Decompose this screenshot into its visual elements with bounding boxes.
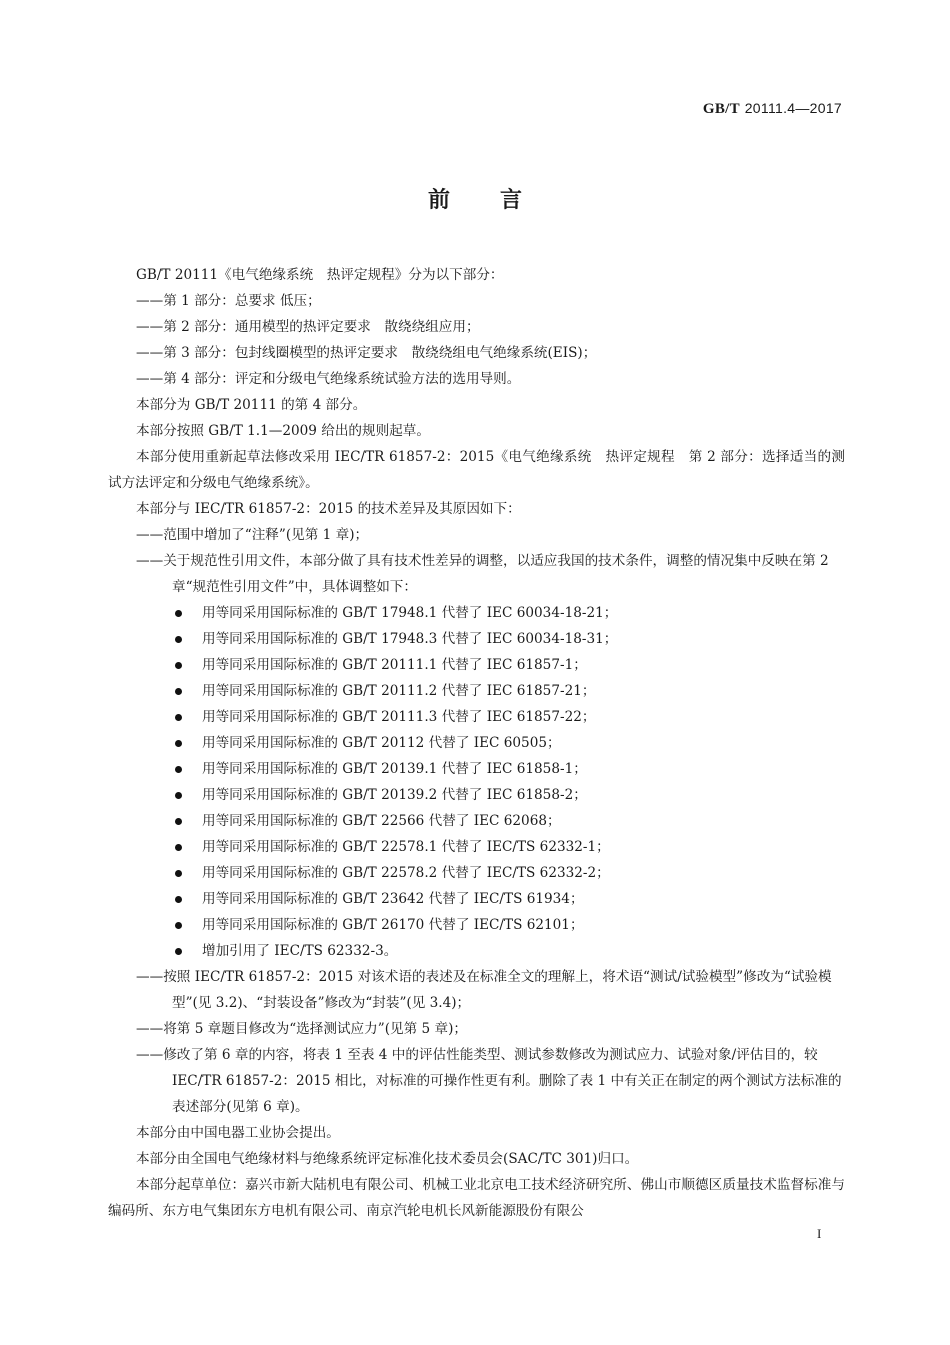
foreword-body — [108, 262, 845, 1224]
page-number: I — [817, 1226, 822, 1241]
list-item: 用等同采用国际标准的 GB/T 17948.3 代替了 IEC 60034-18-31； — [108, 626, 845, 652]
diff-terms: ——按照 IEC/TR 61857-2：2015 对该术语的表述及在标准全文的理解上，将术语“测试/试验模型”修改为“试验模型”(见 3.2)、“封装设备”修改为“封装”(见 3.4)； — [136, 969, 832, 1011]
list-item: 用等同采用国际标准的 GB/T 22578.1 代替了 IEC/TS 62332-1； — [108, 834, 845, 860]
standard-number: 20111.4—2017 — [744, 100, 842, 116]
list-item: 用等同采用国际标准的 GB/T 20112 代替了 IEC 60505； — [108, 730, 845, 756]
diff-scope: ——范围中增加了“注释”(见第 1 章)； — [136, 527, 369, 543]
part-item-2: ——第 2 部分：通用模型的热评定要求 散绕绕组应用； — [136, 319, 480, 335]
list-item: 用等同采用国际标准的 GB/T 20111.3 代替了 IEC 61857-22； — [108, 704, 845, 730]
part-item-3: ——第 3 部分：包封线圈模型的热评定要求 散绕绕组电气绝缘系统(EIS)； — [136, 345, 597, 361]
title-char-2: 言 — [500, 188, 523, 213]
drafters-paragraph: 本部分起草单位：嘉兴市新大陆机电有限公司、机械工业北京电工技术经济研究所、佛山市顺德区质量技术监督标准与编码所、东方电气集团东方电机有限公司、南京汽轮电机长风新能源股份有限公 — [108, 1177, 845, 1219]
intro-paragraph: GB/T 20111《电气绝缘系统 热评定规程》分为以下部分： — [136, 267, 504, 283]
title-char-1: 前 — [427, 188, 450, 213]
page-title — [0, 183, 950, 214]
list-item: 用等同采用国际标准的 GB/T 20139.1 代替了 IEC 61858-1； — [108, 756, 845, 782]
list-item: 用等同采用国际标准的 GB/T 22578.2 代替了 IEC/TS 62332-2； — [108, 860, 845, 886]
diff-chapter6: ——修改了第 6 章的内容，将表 1 至表 4 中的评估性能类型、测试参数修改为测试应力、试验对象/评估目的，较 IEC/TR 61857-2：2015 相比，对标准的可操作性更有利。删除了表 1 中有关正在制定的两个测试方法标准的表述部分(见第 6 章)。 — [136, 1047, 842, 1115]
rules-paragraph: 本部分按照 GB/T 1.1—2009 给出的规则起草。 — [136, 423, 430, 439]
centralized-by-paragraph: 本部分由全国电气绝缘材料与绝缘系统评定标准化技术委员会(SAC/TC 301)归口。 — [136, 1151, 639, 1167]
diff-chapter5: ——将第 5 章题目修改为“选择测试应力”(见第 5 章)； — [136, 1021, 467, 1037]
adoption-paragraph: 本部分使用重新起草法修改采用 IEC/TR 61857-2：2015《电气绝缘系统 热评定规程 第 2 部分：选择适当的测试方法评定和分级电气绝缘系统》。 — [108, 449, 845, 491]
part-item-4: ——第 4 部分：评定和分级电气绝缘系统试验方法的选用导则。 — [136, 371, 521, 387]
list-item: 用等同采用国际标准的 GB/T 20139.2 代替了 IEC 61858-2； — [108, 782, 845, 808]
list-item: 用等同采用国际标准的 GB/T 20111.2 代替了 IEC 61857-21； — [108, 678, 845, 704]
differences-intro: 本部分与 IEC/TR 61857-2：2015 的技术差异及其原因如下： — [136, 501, 521, 517]
reference-list — [108, 600, 845, 964]
list-item: 用等同采用国际标准的 GB/T 22566 代替了 IEC 62068； — [108, 808, 845, 834]
document-header — [703, 100, 842, 118]
list-item: 用等同采用国际标准的 GB/T 17948.1 代替了 IEC 60034-18-21； — [108, 600, 845, 626]
part4-paragraph: 本部分为 GB/T 20111 的第 4 部分。 — [136, 397, 367, 413]
part-item-1: ——第 1 部分：总要求 低压； — [136, 293, 321, 309]
diff-normative-refs: ——关于规范性引用文件，本部分做了具有技术性差异的调整，以适应我国的技术条件，调整的情况集中反映在第 2 章“规范性引用文件”中，具体调整如下： — [136, 553, 829, 595]
proposed-by-paragraph: 本部分由中国电器工业协会提出。 — [136, 1125, 340, 1141]
list-item: 用等同采用国际标准的 GB/T 20111.1 代替了 IEC 61857-1； — [108, 652, 845, 678]
standard-prefix: GB/T — [702, 101, 740, 117]
list-item: 增加引用了 IEC/TS 62332-3。 — [108, 938, 845, 964]
list-item: 用等同采用国际标准的 GB/T 26170 代替了 IEC/TS 62101； — [108, 912, 845, 938]
list-item: 用等同采用国际标准的 GB/T 23642 代替了 IEC/TS 61934； — [108, 886, 845, 912]
